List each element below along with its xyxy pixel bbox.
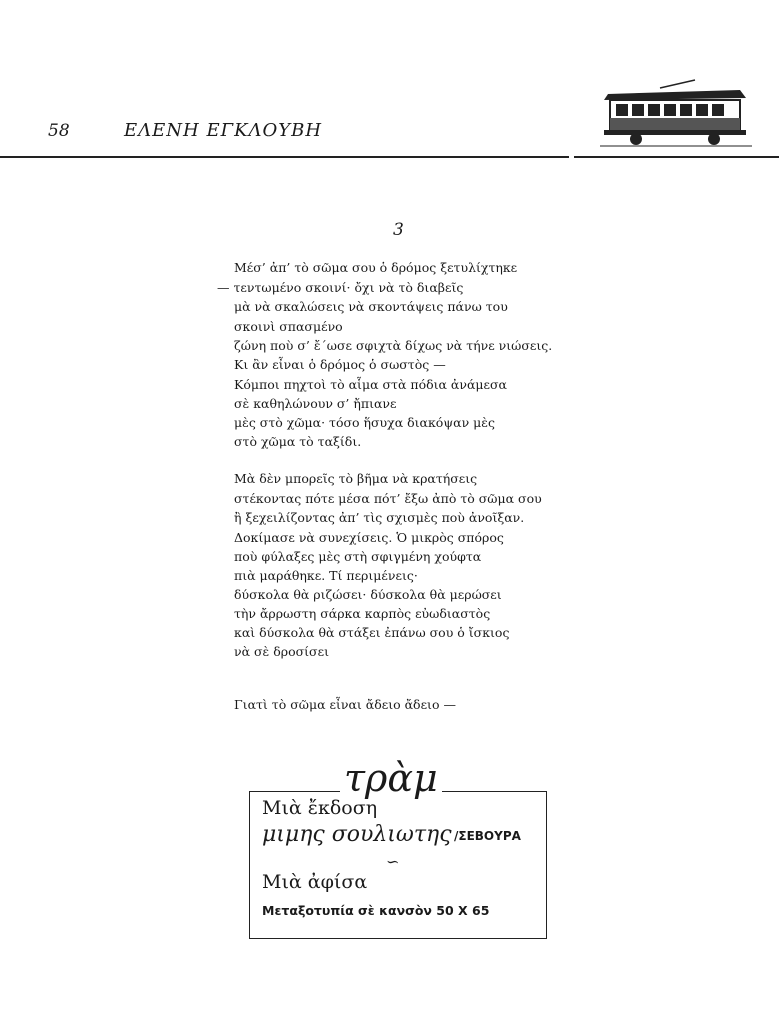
ad-publisher-name: μιμης σουλιωτης bbox=[262, 822, 452, 847]
poem-line: ζώνη ποὺ σ’ ἔ΄ωσε σφιχτὰ δίχως νὰ τήνε νιώσεις. bbox=[234, 338, 553, 353]
poem-line: δύσκολα θὰ ριζώσει· δύσκολα θὰ μερώσει bbox=[234, 587, 502, 602]
poem-line: καὶ δύσκολα θὰ στάξει ἐπάνω σου ὁ ἴσκιος bbox=[234, 625, 510, 640]
poem-line: ποὺ φύλαξες μὲς στὴ σφιγμένη χούφτα bbox=[234, 549, 482, 564]
poem-line: στὸ χῶμα τὸ ταξίδι. bbox=[234, 434, 362, 449]
ad-poster-label: Μιὰ ἀφίσα bbox=[262, 871, 368, 893]
poem-line: Κι ἂν εἶναι ὁ δρόμος ὁ σωστὸς — bbox=[234, 357, 446, 372]
poem-line: σκοινὶ σπασμένο bbox=[234, 319, 343, 334]
poem-line: μὰ νὰ σκαλώσεις νὰ σκοντάψεις πάνω του bbox=[234, 299, 508, 314]
author-name: ΕΛΕΝΗ ΕΓΚΛΟΥΒΗ bbox=[124, 120, 323, 141]
poem-line: νὰ σὲ δροσίσει bbox=[234, 644, 329, 659]
ad-publisher-street: /ΣΕΒΟΥΡΑ bbox=[454, 829, 521, 843]
section-number: 3 bbox=[393, 220, 404, 240]
poem-line: — τεντωμένο σκοινί· ὄχι νὰ τὸ διαβεῖς bbox=[217, 280, 464, 295]
poem-line: Κόμποι πηχτοὶ τὸ αἷμα στὰ πόδια ἀνάμεσα bbox=[234, 377, 507, 392]
poem-line: τὴν ἄρρωστη σάρκα καρπὸς εὐωδιαστὸς bbox=[234, 606, 491, 621]
poem-line: Μέσ’ ἀπ’ τὸ σῶμα σου ὁ δρόμος ξετυλίχτηκε bbox=[234, 260, 518, 275]
ornament-icon: ∽ bbox=[386, 852, 400, 871]
page-number: 58 bbox=[48, 121, 70, 141]
tram-publisher-logo: τρὰμ bbox=[340, 756, 442, 800]
ad-edition-label: Μιὰ ἔκδοση bbox=[262, 797, 378, 819]
poem-line: μὲς στὸ χῶμα· τόσο ἥσυχα διακόψαν μὲς bbox=[234, 415, 495, 430]
poem-line: ἢ ξεχειλίζοντας ἀπ’ τὶς σχισμὲς ποὺ ἀνοῖξαν. bbox=[234, 510, 525, 525]
poem-line: Δοκίμασε νὰ συνεχίσεις. Ὁ μικρὸς σπόρος bbox=[234, 530, 504, 545]
poem-line: πιὰ μαράθηκε. Τί περιμένεις· bbox=[234, 568, 418, 583]
poem-line: Γιατὶ τὸ σῶμα εἶναι ἄδειο ἄδειο — bbox=[234, 697, 456, 712]
poem-line: Μὰ δὲν μπορεῖς τὸ βῆμα νὰ κρατήσεις bbox=[234, 471, 478, 486]
poem-line: στέκοντας πότε μέσα πότ’ ἔξω ἀπὸ τὸ σῶμα σου bbox=[234, 491, 542, 506]
ad-poster-details: Μεταξοτυπία σὲ κανσὸν 50 X 65 bbox=[262, 903, 490, 918]
poem-line: σὲ καθηλώνουν σ’ ἤπιανε bbox=[234, 396, 397, 411]
